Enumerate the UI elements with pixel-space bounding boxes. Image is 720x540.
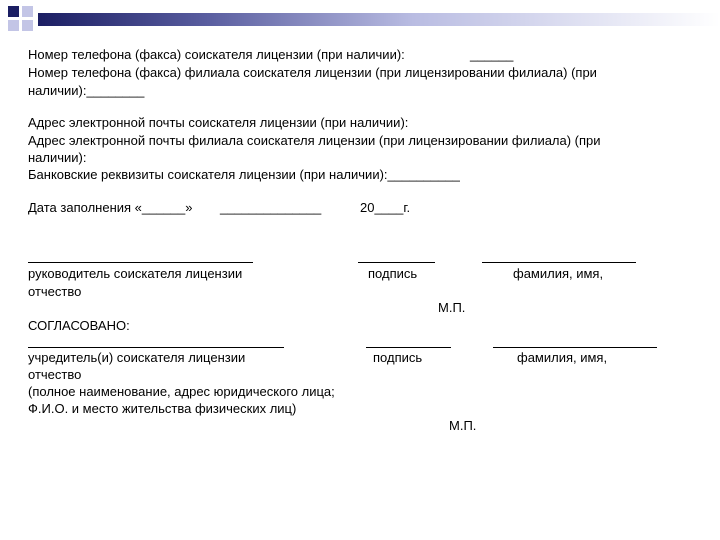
date-year: 20____г. <box>360 200 411 215</box>
date-month-blank: ______________ <box>220 200 322 215</box>
head-signature-line <box>358 262 435 263</box>
slide-header-decoration <box>0 0 720 40</box>
head-name-line <box>482 262 636 263</box>
head-name-label: фамилия, имя, <box>513 266 604 281</box>
email-applicant-label: Адрес электронной почты соискателя лицензии (при наличии): <box>28 115 409 130</box>
head-seal: М.П. <box>438 300 466 315</box>
header-square <box>22 6 33 17</box>
head-role-line <box>28 262 253 263</box>
approved-role-label-cont-3: Ф.И.О. и место жительства физических лиц) <box>28 401 297 416</box>
approved-role-label: учредитель(и) соискателя лицензии <box>28 350 246 365</box>
approved-role-line <box>28 347 284 348</box>
approved-name-label: фамилия, имя, <box>517 350 608 365</box>
date-label: Дата заполнения «______» <box>28 200 193 215</box>
header-square <box>22 20 33 31</box>
head-role-label: руководитель соискателя лицензии <box>28 266 243 281</box>
email-branch-line-2: наличии): <box>28 150 87 165</box>
phone-applicant-label: Номер телефона (факса) соискателя лицензии (при наличии): <box>28 47 405 62</box>
approved-signature-label: подпись <box>373 350 423 365</box>
header-square <box>8 6 19 17</box>
approved-seal: М.П. <box>449 418 477 433</box>
header-gradient-bar <box>38 13 720 26</box>
approved-role-label-cont-1: отчество <box>28 367 82 382</box>
phone-branch-line-1: Номер телефона (факса) филиала соискателя лицензии (при лицензировании филиала) (при <box>28 65 597 80</box>
header-square <box>8 20 19 31</box>
approved-name-line <box>493 347 657 348</box>
approved-title: СОГЛАСОВАНО: <box>28 318 130 333</box>
phone-applicant-blank: ______ <box>470 47 514 62</box>
approved-signature-line <box>366 347 451 348</box>
head-role-label-cont: отчество <box>28 284 82 299</box>
phone-branch-line-2: наличии):________ <box>28 83 145 98</box>
bank-details-label: Банковские реквизиты соискателя лицензии (при наличии):__________ <box>28 167 460 182</box>
email-branch-line-1: Адрес электронной почты филиала соискателя лицензии (при лицензировании филиала) (при <box>28 133 601 148</box>
approved-role-label-cont-2: (полное наименование, адрес юридического лица; <box>28 384 335 399</box>
head-signature-label: подпись <box>368 266 418 281</box>
